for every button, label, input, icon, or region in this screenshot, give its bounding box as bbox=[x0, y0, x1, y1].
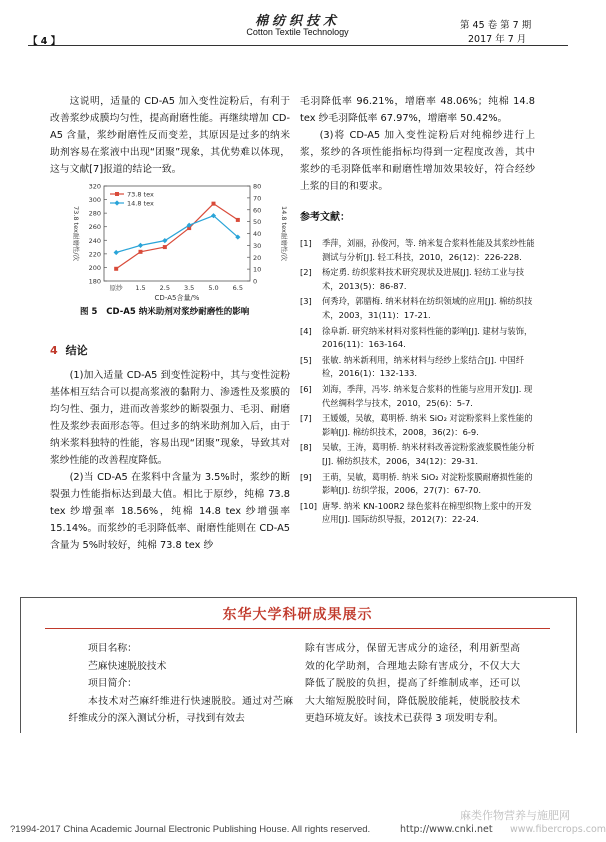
y-right-tick-label: 30 bbox=[253, 241, 262, 250]
legend-label-1: 73.8 tex bbox=[127, 190, 154, 199]
promo-intro-cont: 除有害成分，保留无害成分的途径，利用新型高效的化学助剂，合理地去除有害成分，不仅大大降低了脱胶的负担，提高了纤维制成率，还可以大大缩短脱胶时间，降低脱胶能耗，使脱胶技术更趋环境友好。该技术已获得 3 项发明专利。 bbox=[305, 643, 520, 724]
reference-text: 何秀玲，郭腊梅. 纳米材料在纺织领域的应用[J]. 棉纺织技术，2003，31(11)：17-21. bbox=[322, 296, 533, 320]
issue-volume: 第 45 卷 第 7 期 bbox=[460, 20, 532, 31]
references-title: 参考文献： bbox=[300, 212, 350, 223]
reference-text: 吴敏，王涛，葛明桥. 纳米材料改善淀粉浆液浆膜性能分析[J]. 棉纺织技术，2006，34(12)：29-31. bbox=[322, 442, 535, 466]
reference-item bbox=[300, 412, 535, 439]
y-left-tick-label: 280 bbox=[88, 209, 101, 218]
reference-item bbox=[300, 441, 535, 468]
reference-number: [4] bbox=[300, 325, 312, 336]
reference-item bbox=[300, 295, 535, 322]
left-paragraph-1 bbox=[50, 93, 290, 178]
reference-text: 王媛媛，吴敏，葛明桥. 纳米 SiO₂ 对淀粉浆料上浆性能的影响[J]. 棉纺织技术，2008，36(2)：6-9. bbox=[322, 413, 533, 437]
right-paragraph-cont bbox=[300, 93, 535, 195]
reference-number: [10] bbox=[300, 500, 318, 511]
figure-caption bbox=[80, 305, 249, 317]
header-rule bbox=[28, 45, 568, 46]
y-right-axis-label: 14.8 tex耐磨性/次 bbox=[280, 205, 288, 262]
promo-intro-label: 项目简介： bbox=[88, 678, 137, 689]
section-number: 4 bbox=[50, 344, 58, 357]
y-right-tick-label: 50 bbox=[253, 218, 262, 227]
x-tick-label: 3.5 bbox=[183, 284, 195, 292]
section-heading bbox=[50, 342, 88, 358]
watermark-url: www.fibercrops.com bbox=[510, 824, 606, 835]
chart-svg bbox=[60, 178, 290, 303]
y-right-tick-label: 70 bbox=[253, 194, 262, 203]
reference-text: 季萍，刘丽，孙俊河，等. 纳米复合浆料性能及其浆纱性能测试与分析[J]. 轻工科技，2010，26(12)：226-228. bbox=[322, 238, 535, 262]
y-left-tick-label: 240 bbox=[88, 236, 101, 245]
figure-caption-number: 图 5 bbox=[80, 307, 98, 317]
y-right-tick-label: 40 bbox=[253, 230, 262, 238]
reference-number: [7] bbox=[300, 413, 312, 424]
y-left-tick-label: 180 bbox=[88, 277, 101, 286]
promo-left bbox=[68, 640, 293, 728]
x-tick-label: 原纱 bbox=[109, 284, 123, 292]
reference-item bbox=[300, 500, 535, 527]
series-line-1 bbox=[116, 204, 238, 269]
y-left-tick-label: 320 bbox=[88, 182, 101, 191]
reference-number: [3] bbox=[300, 296, 312, 307]
reference-number: [8] bbox=[300, 442, 312, 453]
conclusions-left bbox=[50, 367, 290, 554]
y-right-tick-label: 0 bbox=[253, 277, 258, 286]
legend-marker-2 bbox=[114, 200, 119, 205]
references-list bbox=[300, 237, 535, 529]
reference-item bbox=[300, 237, 535, 264]
page-number: 【 4 】 bbox=[28, 36, 61, 47]
footer-copyright: ?1994-2017 China Academic Journal Electronic Publishing House. All rights reserved. bbox=[10, 824, 371, 835]
reference-text: 刘海，季萍，冯岑. 纳米复合浆料的性能与应用开发[J]. 现代丝绸科学与技术，2010，25(6)：5-7. bbox=[322, 383, 533, 408]
promo-intro-text: 本技术对苎麻纤维进行快速脱胶。通过对苎麻纤维成分的深入测试分析，寻找到有效去 bbox=[68, 695, 293, 724]
conclusion-1: (1)加入适量 CD-A5 到变性淀粉中，其与变性淀粉基体相互结合可以提高浆液的黏附力、渗透性及浆膜的均匀性、强力，进而改善浆纱的断裂强力、毛羽、耐磨性及浆纱表面形态等。但过多的纳米助剂加入后，由于纳米浆料独特的性能，容易出现“团聚”现象，导致其对浆纱性能的改善程度降低。 bbox=[50, 370, 290, 466]
reference-item bbox=[300, 325, 535, 352]
series-2-point bbox=[138, 243, 143, 248]
series-1-point bbox=[139, 250, 143, 254]
reference-text: 杨定勇. 纺织浆料技术研究现状及进展[J]. 轻纺工业与技术，2013(5)：86-87. bbox=[322, 267, 525, 291]
conclusion-3: (3)将 CD-A5 加入变性淀粉后对纯棉纱进行上浆，浆纱的各项性能指标均得到一定程度改善，其中浆纱的毛羽降低率和耐磨性增加效果较好，符合经纱上浆的目的和要求。 bbox=[300, 130, 535, 192]
promo-right bbox=[305, 640, 520, 728]
series-line-2 bbox=[116, 216, 238, 253]
reference-number: [6] bbox=[300, 383, 312, 394]
promo-title-rule bbox=[45, 628, 550, 629]
promo-project-label: 项目名称： bbox=[88, 643, 137, 654]
x-tick-label: 5.0 bbox=[208, 284, 219, 292]
conclusion-2-cont: 毛羽降低率 96.21%，增磨率 48.06%；纯棉 14.8 tex 纱毛羽降低率 67.97%，增磨率 50.42%。 bbox=[300, 96, 535, 124]
reference-text: 王萌，吴敏，葛明桥. 纳米 SiO₂ 对淀粉浆膜耐磨损性能的影响[J]. 纺织学报，2006，27(7)：67-70. bbox=[322, 471, 533, 496]
reference-text: 徐阜新. 研究纳米材料对浆料性能的影响[J]. 建材与装饰，2016(11)：163-164. bbox=[322, 325, 533, 350]
reference-item bbox=[300, 354, 535, 381]
y-left-tick-label: 300 bbox=[88, 196, 101, 205]
reference-number: [2] bbox=[300, 267, 312, 278]
y-left-tick-label: 220 bbox=[88, 250, 101, 259]
reference-item bbox=[300, 266, 535, 293]
footer-url: http://www.cnki.net bbox=[400, 824, 493, 835]
series-1-point bbox=[114, 267, 118, 271]
reference-number: [1] bbox=[300, 238, 312, 248]
journal-subtitle: Cotton Textile Technology bbox=[246, 27, 349, 37]
figure-5-chart bbox=[60, 178, 290, 303]
watermark-text: 麻类作物营养与施肥网 bbox=[460, 809, 570, 822]
series-1-point bbox=[212, 202, 216, 206]
reference-number: [5] bbox=[300, 354, 312, 365]
y-right-tick-label: 80 bbox=[253, 182, 262, 191]
promo-project-name: 苎麻快速脱胶技术 bbox=[88, 660, 167, 672]
series-2-point bbox=[114, 250, 119, 255]
reference-item bbox=[300, 383, 535, 410]
figure-caption-text: CD-A5 纳米助剂对浆纱耐磨性的影响 bbox=[106, 307, 250, 317]
y-left-tick-label: 200 bbox=[88, 263, 101, 272]
paragraph-text: 这说明，适量的 CD-A5 加入变性淀粉后，有利于改善浆纱成膜均匀性，提高耐磨性能。再继续增加 CD-A5 含量，浆纱耐磨性反而变差，其原因是过多的纳米助剂容易在浆液中出现“团聚”现象，其优势难以体现，这与文献[7]报道的结论一致。 bbox=[50, 96, 290, 175]
promo-title: 东华大学科研成果展示 bbox=[222, 607, 373, 623]
reference-item bbox=[300, 471, 535, 498]
reference-text: 唐琴. 纳米 KN-100R2 绿色浆料在棉型织物上浆中的开发应用[J]. 国际纺织导报，2012(7)：22-24. bbox=[322, 500, 532, 525]
conclusion-2: (2)当 CD-A5 在浆料中含量为 3.5%时，浆纱的断裂强力性能指标达到最大值。相比于原纱，纯棉 73.8 tex 纱增强率 18.56%，纯棉 14.8 tex 纱增强率 15.14%。而浆纱的毛羽降低率、耐磨性能则在 CD-A5 含量为 5%时较好，纯棉 73.8 tex 纱 bbox=[50, 472, 290, 551]
section-title: 结论 bbox=[65, 344, 88, 357]
legend-marker-1 bbox=[115, 192, 119, 196]
reference-number: [9] bbox=[300, 471, 312, 482]
y-left-tick-label: 260 bbox=[88, 223, 101, 232]
reference-text: 张敏. 纳米新利用，纳米材料与经纱上浆结合[J]. 中国纤检，2016(1)：132-133. bbox=[322, 354, 525, 379]
y-left-axis-label: 73.8 tex耐磨性/次 bbox=[72, 205, 80, 262]
x-axis-label: CD-A5含量/% bbox=[154, 294, 200, 302]
x-tick-label: 1.5 bbox=[135, 284, 146, 292]
y-right-tick-label: 10 bbox=[253, 265, 262, 274]
issue-date: 2017 年 7 月 bbox=[468, 34, 527, 45]
series-1-point bbox=[236, 218, 240, 222]
x-tick-label: 6.5 bbox=[232, 284, 244, 292]
x-tick-label: 2.5 bbox=[159, 284, 171, 292]
y-right-tick-label: 60 bbox=[253, 206, 262, 215]
y-right-tick-label: 20 bbox=[253, 253, 262, 262]
journal-title: 棉纺织技术 bbox=[254, 14, 340, 29]
series-1-point bbox=[163, 245, 167, 249]
legend-label-2: 14.8 tex bbox=[127, 199, 154, 208]
